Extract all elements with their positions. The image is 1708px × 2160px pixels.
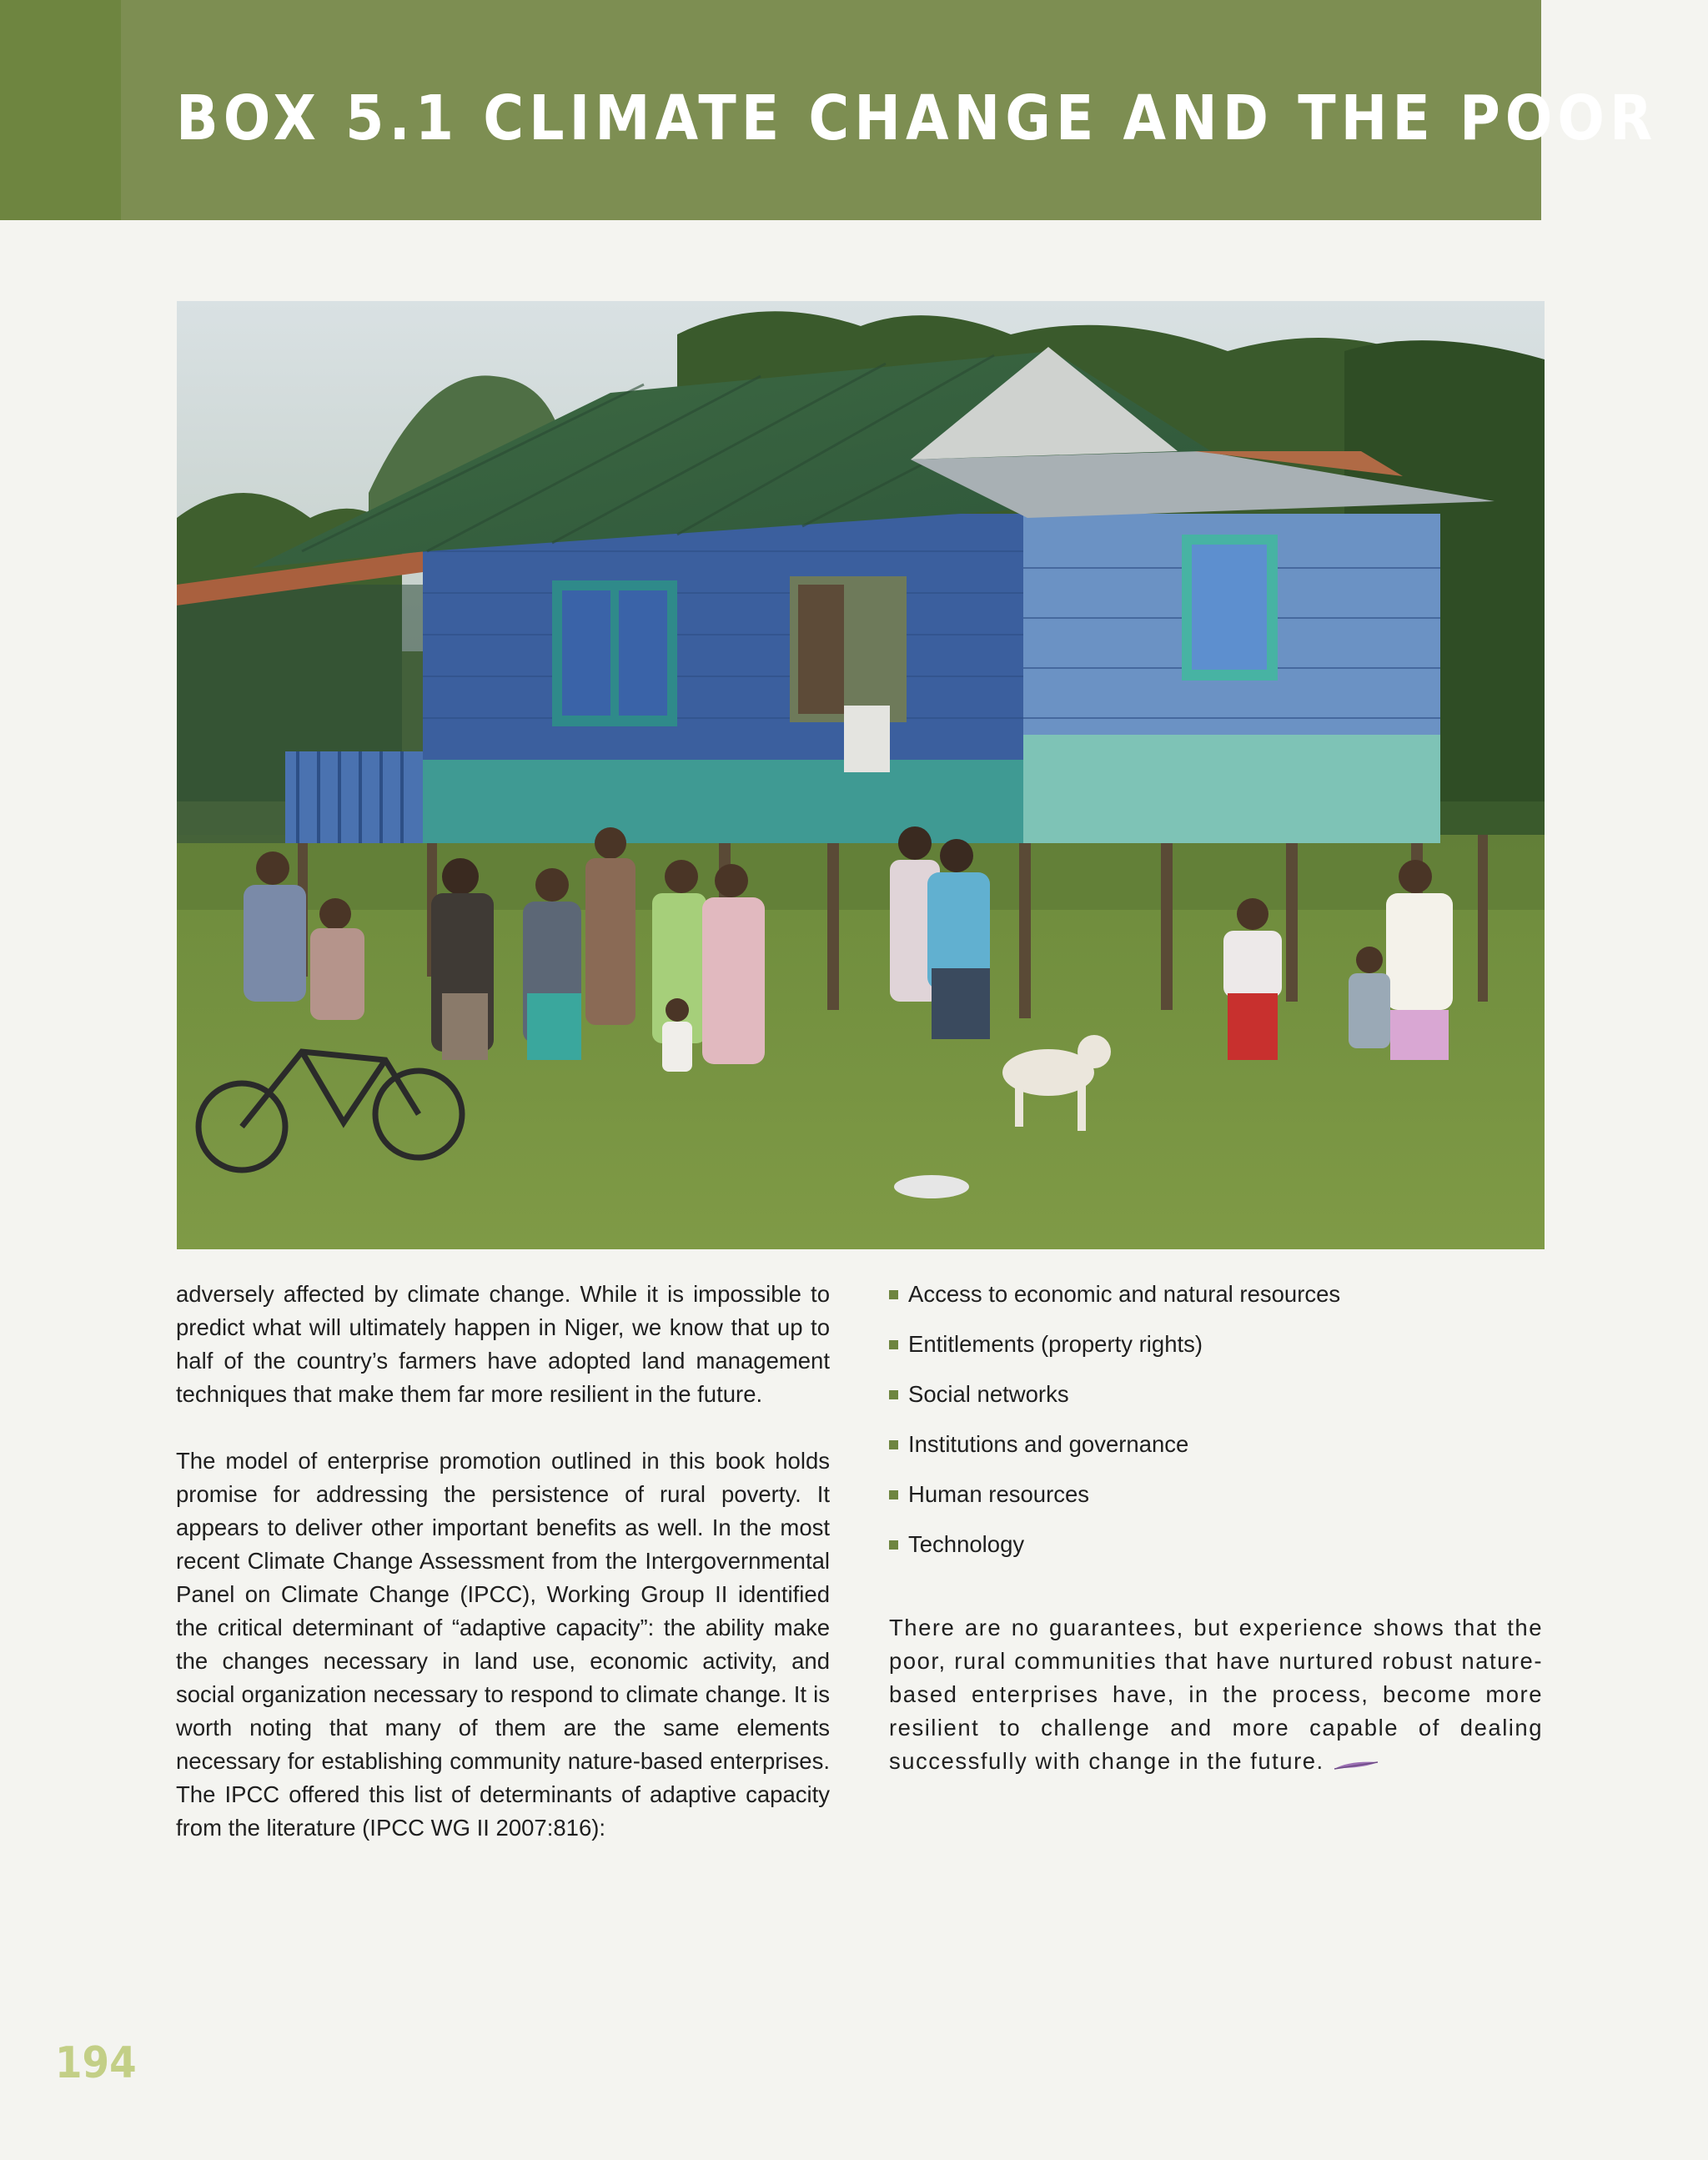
page-number: 194 [55, 2038, 137, 2088]
bullet-square-icon [889, 1340, 898, 1349]
bullet-square-icon [889, 1540, 898, 1550]
body-paragraph: The model of enterprise promotion outlined in this book holds promise for addressing the persistence of rural poverty. It appears to deliver other important benefits as well. In the most recent Climate Change Assessment from the Intergovernmental Panel on Climate Change (IPCC), Working Group II identified the critical determinant of “adaptive capacity”: the ability make the changes necessary in land use, economic activity, and social organization necessary to respond to climate change. It is worth noting that many of them are the same elements necessary for establishing community nature-based enterprises. The IPCC offered this list of determinants of adaptive capacity from the literature (IPCC WG II 2007:816): [176, 1448, 830, 1841]
list-item: Human resources [889, 1478, 1543, 1511]
bullet-square-icon [889, 1440, 898, 1449]
bullet-square-icon [889, 1490, 898, 1499]
closing-paragraph: There are no guarantees, but experience shows that the poor, rural communities that have nurtured robust nature-based enterprises have, in the process, become more resilient to challenge and more capable of dealing successfully with change in the future. [889, 1611, 1543, 1780]
box-title: BOX 5.1 CLIMATE CHANGE AND THE POOR [176, 83, 1658, 154]
right-column [889, 1278, 1543, 1813]
bullet-square-icon [889, 1290, 898, 1299]
feather-icon [1333, 1746, 1379, 1780]
body-paragraph: adversely affected by climate change. While it is impossible to predict what will ultimately happen in Niger, we know that up to half of the country’s farmers have adopted land management techniques that make them far more resilient in the future. [176, 1281, 830, 1407]
list-item: Technology [889, 1528, 1543, 1561]
list-item: Institutions and governance [889, 1428, 1543, 1461]
adaptive-capacity-list [889, 1278, 1543, 1561]
bullet-square-icon [889, 1390, 898, 1399]
stilt-house-photo [177, 301, 1545, 1249]
list-item: Access to economic and natural resources [889, 1278, 1543, 1311]
left-column [176, 1278, 830, 1878]
list-item: Entitlements (property rights) [889, 1328, 1543, 1361]
list-item: Social networks [889, 1378, 1543, 1411]
header-accent-block [0, 0, 121, 220]
